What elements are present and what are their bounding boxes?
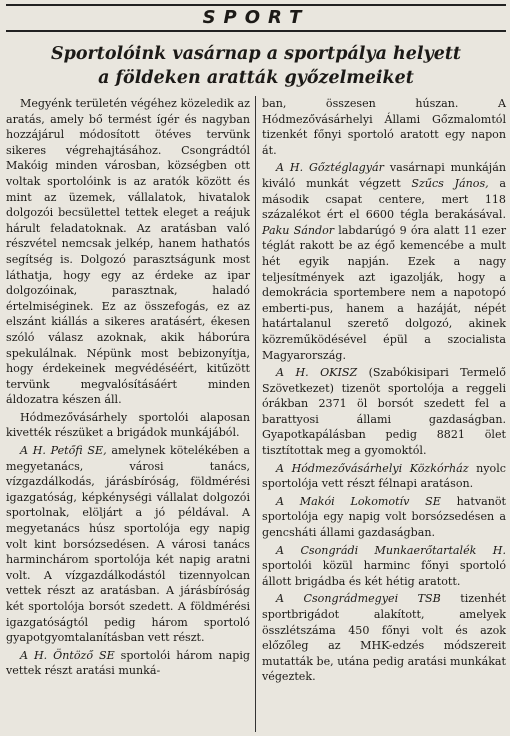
headline-line-2: a földeken aratták győzelmeiket: [98, 68, 414, 88]
paragraph-text: (Szabókisipari Termelő Szövetkezet) tizenöt sportolója a reggeli órákban 2371 öl borsót szedett fel a barattyosi állami gazdaságban. Gyapotkapálásban pedig 8821 ölet tisztítottak meg a gyomoktól.: [262, 366, 506, 458]
club-name: A Makói Lokomotív SE: [276, 494, 441, 508]
paragraph: Megyénk területén végéhez közeledik az aratás, amely bő termést ígér és nagyban hozzájárul módosított ötéves tervünk sikeres végrehajtásához. Csongrádtól Makóig minden városban, községben ott voltak sportolóink is az aratók között és mint az üzemek, vállalatok, hivatalok dolgozói becsülettel tettek eleget a reájuk hárult feladatoknak. Az aratásban való részvétel nemcsak jelkép, hanem hathatós segítség is. Dolgozó parasztságunk most láthatja, hogy egy az érdeke az ipar dolgozóinak, parasztnak, haladó értelmiséginek. Ez az összefogás, ez az elszánt kiállás a sikeres aratásért, ékesen szóló válasz azoknak, akik háborúra spekulálnak. Népünk most bebizonyítja, hogy érdekeinek megvédéséért, kitűzött tervünk megvalósításáért minden áldozatra készen áll.: [6, 97, 250, 407]
person-name: Paku Sándor: [262, 223, 335, 237]
paragraph-text: tizenhét sportbrigádot alakított, amelyek összlétszáma 450 főnyi volt és azok előzőleg az MHK-edzés módszereit mutatták be, utána pedig aratási munkákat végeztek.: [262, 592, 506, 684]
paragraph: [262, 591, 506, 685]
club-name: A Hódmezővásárhelyi Közkórház: [276, 461, 469, 475]
paragraph: [262, 365, 506, 459]
paragraph-text: nyolc sportolója vett részt félnapi aratáson.: [262, 461, 506, 491]
newspaper-page: [6, 4, 506, 732]
section-title: SPORT: [202, 7, 310, 28]
paragraph-text: amelynek kötelékében a megyetanács, városi tanács, vízgazdálkodás, járásbíróság, földmérési igazgatóság, képkénységi vállalat dolgozói sportolnak, elöljárt a jó példával. A megyetanács húsz sportolója egy napig volt kint borsózsedésen. A városi tanács harminchárom sportolója két napig aratni volt. A vízgazdálkodástól tizennyolcan vettek részt az aratásban. A járásbíróság két sportolója borsót szedett. A földmérési igazgatóságtól pedig három sportoló gyapotgyomtalanításban vett részt.: [6, 444, 250, 645]
paragraph-text: hatvanöt sportolója egy napig volt borsózsedésen a gencsháti állami gazdaságban.: [262, 494, 506, 540]
column-divider: [255, 96, 256, 732]
article-column-left: [6, 96, 250, 681]
paragraph: ban, összesen húszan. A Hódmezővásárhelyi Állami Gőzmalomtól tizenkét főnyi sportoló aratott egy napon át.: [262, 97, 506, 157]
paragraph-text: sportolói három napig vettek részt aratási munká-: [6, 648, 250, 678]
club-name: A H. Öntöző SE: [20, 648, 115, 662]
paragraph-text: vasárnapi munkáján kiváló munkát végzett: [262, 161, 506, 190]
club-name: A Csongrádi Munkaerőtartalék H.: [276, 543, 506, 557]
person-name: Szűcs János,: [411, 176, 489, 190]
paragraph-text: labdarúgó 9 óra alatt 11 ezer téglát rakott be az égő kemencébe a mult hét egyik napján. Ezek a nagy teljesítmények azt igazolják, hogy a demokrácia sportembere nem a napotopó emberti-pus, hanem a hazáját, népét határtalanul szerető dolgozó, akinek közreműködésével épül a szocialista Magyarország.: [262, 223, 507, 362]
club-name: A H. Gőztéglagyár: [276, 161, 384, 175]
paragraph: [6, 443, 250, 646]
paragraph: [262, 461, 506, 492]
article-headline: [6, 42, 506, 90]
paragraph: Hódmezővásárhely sportolói alaposan kivették részüket a brigádok munkájából.: [6, 410, 250, 440]
paragraph-text: a második csapat centere, mert 118 százalékot ért el 6600 tégla berakásával.: [262, 176, 506, 222]
section-banner: [6, 4, 506, 32]
club-name: A H. Petőfi SE,: [20, 444, 107, 458]
paragraph-text: sportolói közül harminc főnyi sportoló állott brigádba és két hétig aratott.: [262, 559, 506, 588]
paragraph: [262, 543, 506, 590]
club-name: A Csongrádmegyei TSB: [276, 592, 441, 606]
paragraph: [262, 494, 506, 541]
paragraph: [6, 648, 250, 679]
club-name: A H. OKISZ: [276, 366, 358, 380]
article-column-right: [262, 96, 506, 687]
paragraph: [262, 160, 506, 363]
headline-line-1: Sportolóink vasárnap a sportpálya helyett: [50, 44, 462, 64]
